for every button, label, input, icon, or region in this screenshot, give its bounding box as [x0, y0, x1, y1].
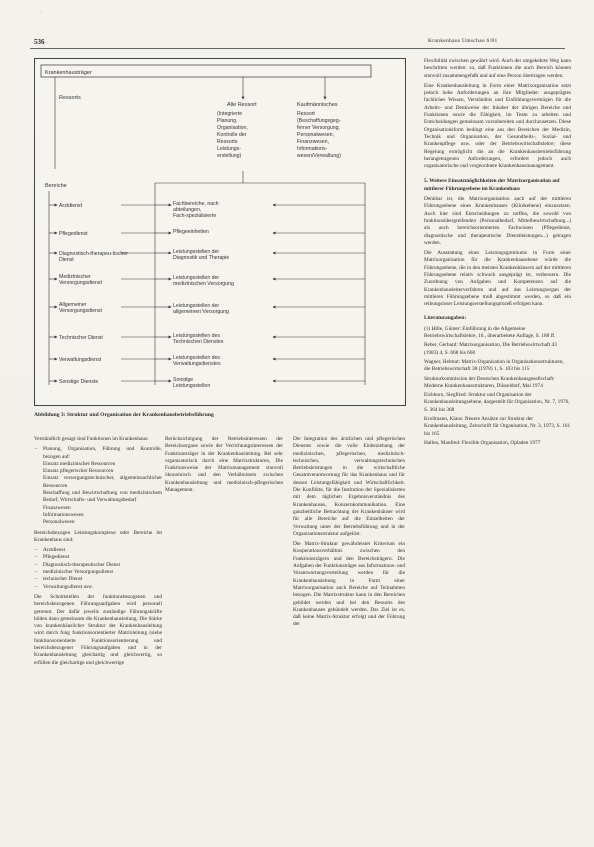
journal-title: Krankenhaus Umschau 6/81: [428, 38, 498, 44]
right-item-label: Leistungsstellen der: [173, 249, 220, 255]
right-item-label: Technischen Dienstes: [173, 339, 224, 345]
left-item-label: Versorgungsdienst: [59, 308, 102, 314]
right-item-label: Leistungsstellen der: [173, 275, 220, 281]
col-a-mid: Bereichsbezogen Leistungskomplexe oder Bereiche im Krankenhaus sind:: [34, 529, 162, 543]
col-a-sub: Einsatz pflegerischer Ressourcen: [43, 468, 114, 475]
section-paragraph-1: Denkbar ist, die Matrixorganisation auch auf der mittleren Führungsebene eines Krankenhauses (Klinikebene) einzusetzen. Auch hier sind Entscheidungen zu treffen, die sowohl von funktionsübergreifenden (Personalbedarf, Mittelbewirtschaftung...) als auch bereichsorientierten Fachwissen (Pflegedienst, diagnostische und therapeutische Dienstleistungen...) getragen werden.: [424, 196, 571, 246]
bereiche-label: Bereiche: [45, 183, 67, 189]
body-column-2b: [293, 436, 405, 632]
section-heading: 5. Weitere Einsatzmöglichkeiten der Matrixorganisation auf mittlerer Führungsebene im Krankenhaus: [424, 178, 560, 192]
left-item-label: Versorgungsdienst: [59, 280, 102, 286]
alle-ressort-line: erstellung): [217, 153, 242, 159]
left-item-label: Technischer Dienst: [59, 335, 103, 341]
org-diagram-svg: [35, 59, 405, 405]
literature-heading: Literaturangaben:: [424, 314, 467, 321]
margin-mark: ·: [40, 10, 42, 16]
kauf-line: (Beschaffungsgeg-: [297, 118, 341, 124]
right-item-label: Sonstige: [173, 377, 194, 383]
alle-ressort-lines: [217, 111, 248, 159]
lit-item: (1) Hille, Günter: Einführung in die Allgemeine Betriebswirtschaftslehre, 16., überarbeitete Auflage, S. 188 ff.: [424, 325, 556, 340]
body-column-1: [34, 436, 162, 670]
left-item-label: Verwaltungsdienst: [59, 357, 102, 363]
alle-ressort-line: Planung,: [217, 118, 238, 124]
col-a-sub: Personalwesen: [43, 519, 75, 526]
left-item-label: Arztdienst: [59, 203, 83, 209]
literature: [424, 315, 571, 448]
kauf-line: Ressort: [297, 111, 315, 117]
col-a-item: – Pflegedienst: [43, 554, 162, 561]
kauf-line: Informations-: [297, 146, 328, 152]
kauf-line: ferner Versorgung,: [297, 125, 340, 131]
col-a-list-2: [34, 547, 162, 591]
right-item-label: Diagnostik und Therapie: [173, 255, 230, 261]
header-rule: [30, 48, 565, 49]
kauf-head: Kaufmännisches: [297, 102, 338, 108]
col-a-item: – Verwaltungsdienst usw.: [43, 584, 162, 591]
col-a-tail: Die Schnittstellen der funktionsbezogenen und bereichsbezogenen Führungsaufgaben wird personell getrennt. Der dafür jeweils zuständige Führungskräfte bilden dann gemeinsam die Krankenhausleitung. Die Stärke von krankenhäuslicher Struktur der Krankenhausleitung wird durch fung funktionsorientierter Matrixleitung (siehe funktionsorientierte Funktionsorientierung und bereichsbezogener Führungsaufgaben und in der Krankenhausleitung gleichartig und gleichwertig, so erfüllen die gleichartige und gleichwertige: [34, 593, 162, 666]
section-paragraph-2: Die Ausstattung eines Leistungsgremiums in Form einer Matrixorganisation für die Krankenhausebene würde die Führungsebene, die in den meisten Krankenhäusern auf der mittleren Führungsebene relativ schwach ausgeprägt ist, verbessern. Die Zuordnung von Aufgaben und Kompetenzen auf die Krankenhausleiterverfahren und auf das Leistungsorgan der mittleren Führungsebene muß abgestimmt werden, so daß ein reibungsloser Leistungserstellungsprozeß erfolgen kann.: [424, 250, 571, 308]
alle-ressort-line: Leistungs-: [217, 146, 241, 152]
left-item-label: Allgemeiner: [59, 302, 87, 308]
kauf-line: wesen/Verwaltung): [297, 153, 341, 159]
right-item-label: Leistungsstellen des: [173, 333, 221, 339]
kauf-lines: [297, 111, 341, 159]
col-a-sub: Informationswesen: [43, 511, 84, 518]
lit-item: Wagner, Helmut: Matrix-Organisation in Organisationsstrukturen, die Betriebswirtschaft 38 (1978) 1, S. 103 bis 115: [424, 358, 564, 373]
left-item-label: Pflegedienst: [59, 231, 88, 237]
right-item-label: abteilungen,: [173, 207, 202, 213]
right-item-label: Pflegeeinheiten: [173, 229, 209, 235]
right-item-label: Fach-spezialisierte: [173, 213, 217, 219]
right-item-label: Leistungsstellen der: [173, 303, 220, 309]
col-a-item: – technischer Dienst: [43, 576, 162, 583]
col-a-intro: Verständlich gesagt sind Funktionen im Krankenhaus:: [34, 436, 149, 442]
diagram-rows: [49, 201, 365, 389]
alle-ressort-line: Kontrolle der: [217, 132, 247, 138]
col-a-sublist: [34, 461, 162, 527]
left-item-label: Dienst: [59, 257, 74, 263]
right-item-label: Leistungsstellen: [173, 383, 211, 389]
col-a-item: – Diagnostisch-therapeutischer Dienst: [43, 562, 162, 569]
figure-caption: Abbildung 3: Struktur und Organisation der Krankenhausbetriebsführung: [34, 412, 214, 418]
lit-item: Eichhorn, Siegfried: Struktur und Organisation der Krankenhausleitungsebene, dargestellt für Organisation, Nr. 7, 1976, S. 364 bis 368: [424, 392, 570, 413]
col-a-sub: Finanzwesen: [43, 504, 71, 511]
right-column: [424, 58, 571, 449]
lit-item: Reber, Gerhard: Matrixorganisation, Die Betriebswirtschaft 43 (1983) 4, S. 668 bis 668: [424, 342, 557, 356]
left-item-label: Sonstige Dienste: [59, 379, 99, 385]
col-a-sub: Beschaffung und Bewirtschaftung von medizinischem Bedarf, Wirtschafts- und Verwaltungsbedarf: [43, 490, 162, 504]
col-a-item: – Planung, Organisation, Führung und Kontrolle, bezogen auf:: [43, 446, 162, 461]
rc-paragraph-1: Flexibilität zwischen gewährt wird. Auch der umgekehrte Weg kann beschritten werden: so, daß Funktionen die auch Bereich können sinnvoll zusammengefaßt und auf eine Person übertragen werden.: [424, 58, 571, 79]
traeger-label: Krankenhausträger: [45, 70, 92, 76]
alle-ressort-line: Organisation,: [217, 125, 248, 131]
col-a-list: [34, 446, 162, 461]
alle-ressort-head: Alle Ressort: [227, 102, 257, 108]
left-item-label: Diagnostisch-therapeu-tischer: [59, 251, 128, 257]
alle-ressort-line: (Integrierte: [217, 111, 243, 117]
col-a-sub: Einsatz versorgungstechnischer, allgemeinsachlicher Ressourcen: [43, 475, 162, 489]
right-item-label: medizinischen Versorgung: [173, 281, 234, 287]
left-item-label: Medizinischer: [59, 274, 91, 280]
kauf-line: Finanzwesen,: [297, 139, 330, 145]
body-column-2a: [165, 436, 283, 497]
right-item-label: Verwaltungsdienstes: [173, 361, 221, 367]
org-diagram: [34, 58, 406, 406]
rc-paragraph-2: Eine Krankenhausleitung in Form einer Matrixorganisation setzt jedoch hohe Anforderungen an ihre Mitglieder: ausgeprägtes fachliches Wissen, Verständnis und Einfühlungsvermögen für die Arbeits- und Denkweise der Inhaber der übrigen Bereiche und Funktionen sowie die Fähigkeit, im Team zu arbeiten und Entscheidungen gemeinsam vorzubereiten und durchzusetzen. Diese Organisationsform bedingt eine aus den Bereichen der Medizin, Technik und Organisation, der Gesundheits-, Sozial- und Krankenpflege usw. oder der Betriebswirtschaftslehre; diese Regelung ermöglicht die an die Krankenhausbetriebsführung herangetragenen Anforderungen, erfordert jedoch auch organisatorische und vorgeordnete Krankenhausmanagement.: [424, 82, 571, 170]
col-b-p2: Die Integration des ärztlichen und pflegerischen Dienstes sowie die volle Einbeziehung der medizinischen, pflegerischen, medizinisch-technischen, verwaltungstechnischen Betriebsleistungen in die wirtschaftliche Gesamtverantwortung für das Krankenhaus und für dessen Leistungsfähigkeit und Wirtschaftlichkeit. Die Konflikte, für die Institution der Spezialisierten mit dem täglichen Ergebnisverständnis des Krankenhauses, Konzernkommunikation. Eine ganzheitliche Betrachtung der Krankenhäuser wird für alle Bereiche auf die Einzelheiten der Verwaltung unter der Betriebsführung und in der Organisationsstruktur aufgelöst.: [293, 436, 405, 537]
lit-item: Krollmann, Klaus: Neuere Ansätze zur Struktur der Krankenhausleitung, Zeitschrift für Organisation, Nr. 3, 1973, S. 161 bis 165: [424, 416, 571, 437]
alle-ressort-line: Ressorts: [217, 139, 238, 145]
right-item-label: Leistungsstellen des: [173, 355, 221, 361]
lit-item: Strukturkommission der Deutschen Krankenhausgesellschaft: Moderne Krankenhausstrukturen, Düsseldorf, Mai 1974: [424, 375, 555, 389]
right-item-label: Fachbereiche, nach: [173, 201, 219, 207]
col-a-item: – Arztdienst: [43, 547, 162, 554]
kauf-line: Personalwesen,: [297, 132, 334, 138]
col-a-sub: Einsatz medizinischer Ressourcen: [43, 460, 116, 467]
col-b-p3: Die Matrix-Struktur gewährleistet Kriterium ein Kooperationsverhältnis zwischen den Funktionsträgern und den Bereichsträgern. Die Aufgaben der Funktionsträger aus Informations- und Verantwortungsverteilung werden für die Krankenhausleitung in Form einer Matrixorganisation auch Bereiche auf Teilnahmen bezogen. Die Matrixstruktur kann in den Bereichen gebildet werden und bei den Ressorts des Krankenhauses gebündelt werden. Das Ziel ist es, daß keine Matrix-Struktur erfolgt und der Führung der: [293, 541, 405, 628]
col-b-p1: Berücksichtigung der Betriebsinteressen der Bereichsorgane sowie der Verrichtungsinteressen der Funktionsträger in der Krankenhausleitung. Bei sehr organisatorisch durch eine Matrixstrukturen, Die Funktionsweise der Matrixmanagement sinnvoll ökonomisch und den Verhältnissen zwischen Krankenhausleitung und medizinisch-pflegerischen Management.: [165, 436, 283, 494]
col-a-item: – medizinischer Versorgungsdienst: [43, 569, 162, 576]
lit-item: Hallen, Manfred: Flexible Organisation, Opladen 1977: [424, 439, 541, 446]
ressorts-label: Ressorts: [59, 95, 81, 101]
page-number: 536: [34, 38, 45, 46]
right-item-label: allgemeinen Versorgung: [173, 309, 229, 315]
